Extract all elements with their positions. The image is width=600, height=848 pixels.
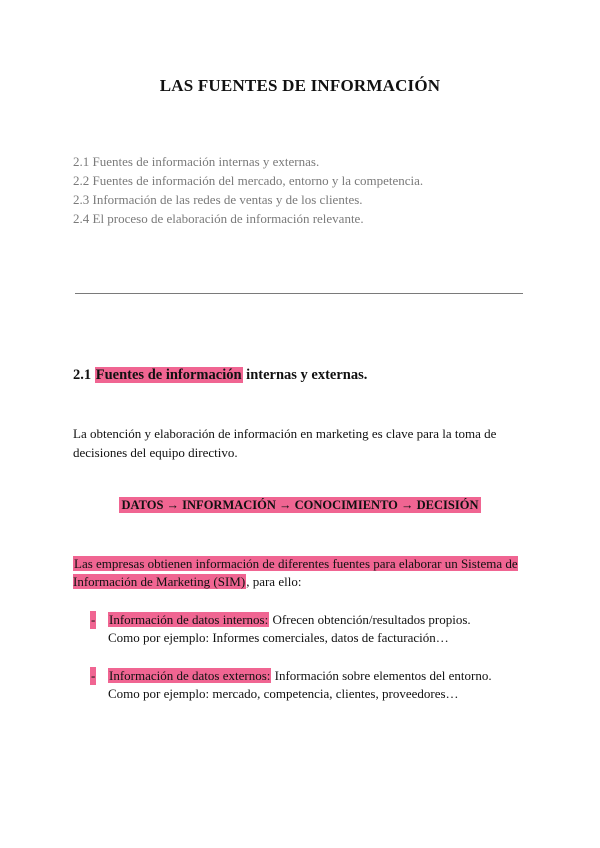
bullet-example: Como por ejemplo: Informes comerciales, datos de facturación… xyxy=(108,630,449,645)
list-item xyxy=(90,611,530,647)
list-item xyxy=(90,667,530,703)
section-heading xyxy=(73,367,367,384)
formula-text: DATOS → INFORMACIÓN → CONOCIMIENTO → DECISIÓN xyxy=(119,497,482,513)
section-number: 2.1 xyxy=(73,367,92,383)
table-of-contents xyxy=(73,152,543,228)
toc-item: 2.4 El proceso de elaboración de información relevante. xyxy=(73,211,364,226)
paragraph-highlighted-text: Las empresas obtienen información de diferentes fuentes para elaborar un Sistema de Información de Marketing (SIM) xyxy=(73,556,518,589)
document-title: LAS FUENTES DE INFORMACIÓN xyxy=(159,76,441,95)
toc-item: 2.2 Fuentes de información del mercado, entorno y la competencia. xyxy=(73,173,424,188)
section-highlighted-text: Fuentes de información xyxy=(95,367,242,383)
horizontal-divider xyxy=(75,293,523,294)
toc-item: 2.3 Información de las redes de ventas y de los clientes. xyxy=(73,192,363,207)
intro-paragraph: La obtención y elaboración de información en marketing es clave para la toma de decisiones del equipo directivo. xyxy=(73,426,497,460)
bullet-highlighted-label: Información de datos internos: xyxy=(109,612,269,627)
bullet-marker: - xyxy=(91,668,96,683)
data-to-decision-formula xyxy=(0,498,600,513)
toc-item: 2.1 Fuentes de información internas y externas. xyxy=(73,154,320,169)
paragraph-rest-text: , para ello: xyxy=(246,574,302,589)
section-rest-text: internas y externas. xyxy=(246,367,368,383)
sim-paragraph xyxy=(73,555,533,591)
bullet-text: Información sobre elementos del entorno. xyxy=(271,668,492,683)
bullet-highlighted-label: Información de datos externos: xyxy=(109,668,271,683)
bullet-example: Como por ejemplo: mercado, competencia, clientes, proveedores… xyxy=(108,686,459,701)
bullet-text: Ofrecen obtención/resultados propios. xyxy=(269,612,471,627)
bullet-marker: - xyxy=(91,612,96,627)
